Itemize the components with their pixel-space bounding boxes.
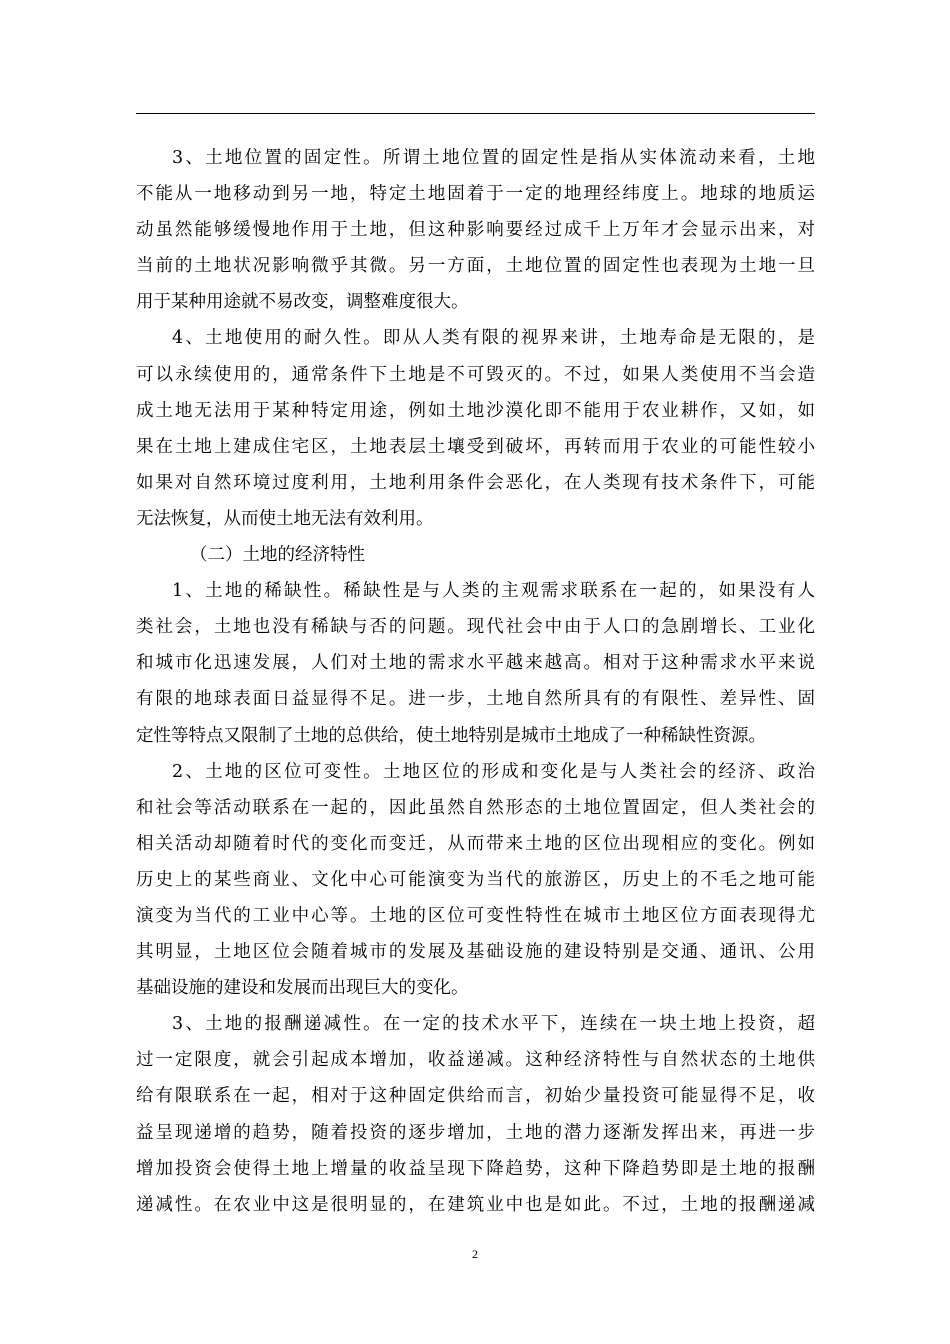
text-line: 基础设施的建设和发展而出现巨大的变化。 [136,978,469,999]
text-line: 果在土地上建成住宅区，土地表层土壤受到破坏，再转而用于农业的可能性较小 [136,436,815,457]
text-line: 3、土地位置的固定性。所谓土地位置的固定性是指从实体流动来看，土地 [172,148,815,168]
text-line: 动虽然能够缓慢地作用于土地，但这种影响要经过成千上万年才会显示出来，对 [136,220,815,241]
text-line: 4、土地使用的耐久性。即从人类有限的视界来讲，土地寿命是无限的，是 [172,328,815,349]
text-line: 其明显，土地区位会随着城市的发展及基础设施的建设特别是交通、通讯、公用 [136,942,815,963]
text-line: 给有限联系在一起，相对于这种固定供给而言，初始少量投资可能显得不足，收 [136,1086,815,1107]
text-line: 递减性。在农业中这是很明显的，在建筑业中也是如此。不过，土地的报酬递减 [136,1194,815,1215]
text-line: 2、土地的区位可变性。土地区位的形成和变化是与人类社会的经济、政治 [172,761,815,782]
paragraph [136,754,815,1007]
document-body [136,140,815,1223]
text-line: 益呈现递增的趋势，随着投资的逐步增加，土地的潜力逐渐发挥出来，再进一步 [136,1122,815,1143]
page-number: 2 [472,1247,478,1261]
header-rule [136,113,815,114]
text-line: 不能从一地移动到另一地，特定土地固着于一定的地理经纬度上。地球的地质运 [136,184,815,205]
text-line: 如果对自然环境过度利用，土地利用条件会恶化，在人类现有技术条件下，可能 [136,472,815,493]
paragraph [136,1006,815,1223]
text-line: 过一定限度，就会引起成本增加，收益递减。这种经济特性与自然状态的土地供 [136,1050,815,1071]
text-line: 成土地无法用于某种特定用途，例如土地沙漠化即不能用于农业耕作，又如，如 [136,400,815,421]
paragraph [136,320,815,537]
text-line: 无法恢复，从而使土地无法有效利用。 [136,508,434,529]
text-line: 定性等特点又限制了土地的总供给，使土地特别是城市土地成了一种稀缺性资源。 [136,725,766,746]
paragraph [136,140,815,320]
text-line: 相关活动却随着时代的变化而变迁，从而带来土地的区位出现相应的变化。例如 [136,833,815,854]
text-line: 演变为当代的工业中心等。土地的区位可变性特性在城市土地区位方面表现得尤 [136,905,815,926]
text-line: 有限的地球表面日益显得不足。进一步，土地自然所具有的有限性、差异性、固 [136,689,815,710]
text-line: 3、土地的报酬递减性。在一定的技术水平下，连续在一块土地上投资，超 [172,1014,815,1035]
text-line: 类社会，土地也没有稀缺与否的问题。现代社会中由于人口的急剧增长、工业化 [136,617,815,638]
text-line: 和城市化迅速发展，人们对土地的需求水平越来越高。相对于这种需求水平来说 [136,653,815,674]
text-line: 当前的土地状况影响微乎其微。另一方面，土地位置的固定性也表现为土地一旦 [136,256,815,277]
text-line: （二）土地的经济特性 [190,545,365,566]
text-line: 1、土地的稀缺性。稀缺性是与人类的主观需求联系在一起的，如果没有人 [172,581,815,602]
section-heading [136,537,815,573]
text-line: 用于某种用途就不易改变，调整难度很大。 [136,292,469,313]
text-line: 可以永续使用的，通常条件下土地是不可毁灭的。不过，如果人类使用不当会造 [136,364,815,385]
text-line: 和社会等活动联系在一起的，因此虽然自然形态的土地位置固定，但人类社会的 [136,797,815,818]
text-line: 历史上的某些商业、文化中心可能演变为当代的旅游区，历史上的不毛之地可能 [136,869,815,890]
paragraph [136,573,815,753]
text-line: 增加投资会使得土地上增量的收益呈现下降趋势，这种下降趋势即是土地的报酬 [136,1158,815,1179]
